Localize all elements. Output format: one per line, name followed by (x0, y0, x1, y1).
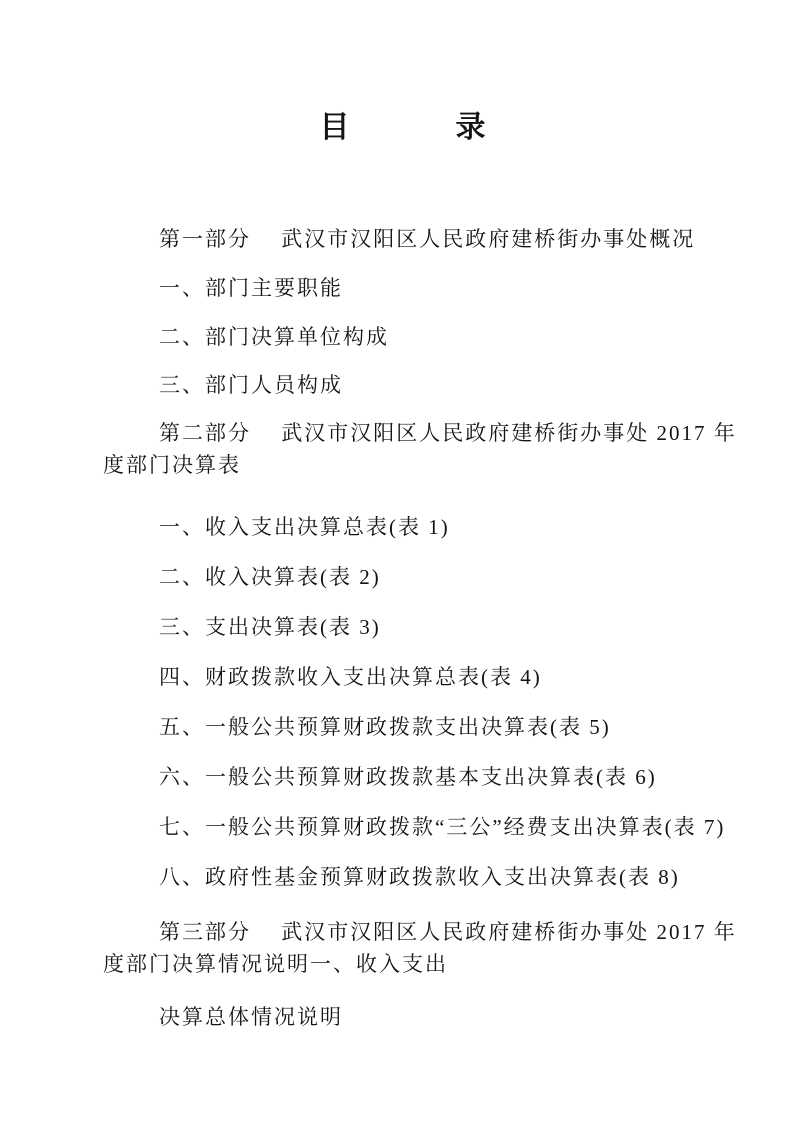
toc-entry-summary-line: 决算总体情况说明 (159, 1005, 343, 1029)
toc-entry-summary (103, 1001, 706, 1033)
toc-entry-table5-line: 五、一般公共预算财政拨款支出决算表(表 5) (159, 715, 611, 739)
toc-entry-part3 (103, 916, 737, 980)
toc-entry-2-line: 二、部门决算单位构成 (159, 325, 389, 349)
toc-entry-part3-line-2: 度部门决算情况说明一、收入支出 (103, 952, 448, 976)
toc-title: 目 录 (319, 111, 490, 144)
toc-entry-table3-line: 三、支出决算表(表 3) (159, 615, 381, 639)
toc-entry-part2 (103, 417, 737, 481)
toc-entry-table7 (103, 811, 726, 843)
toc-entry-part3-line-1: 第三部分 武汉市汉阳区人民政府建桥街办事处 2017 年 (159, 920, 737, 944)
toc-entry-table6 (103, 761, 706, 793)
toc-entry-part2-line-1: 第二部分 武汉市汉阳区人民政府建桥街办事处 2017 年 (159, 421, 737, 445)
toc-entry-table8 (103, 861, 706, 893)
toc-entry-1-line: 一、部门主要职能 (159, 276, 343, 300)
toc-entry-table2-line: 二、收入决算表(表 2) (159, 565, 381, 589)
toc-entry-table8-line: 八、政府性基金预算财政拨款收入支出决算表(表 8) (159, 865, 680, 889)
toc-entry-table3 (103, 611, 706, 643)
toc-entry-3 (103, 369, 706, 401)
toc-entry-table1-line: 一、收入支出决算总表(表 1) (159, 515, 450, 539)
toc-entry-table7-line: 七、一般公共预算财政拨款“三公”经费支出决算表(表 7) (159, 815, 726, 839)
toc-entry-1 (103, 272, 706, 304)
toc-entry-2 (103, 321, 706, 353)
toc-entry-table4 (103, 661, 706, 693)
toc-entry-table6-line: 六、一般公共预算财政拨款基本支出决算表(表 6) (159, 765, 657, 789)
toc-entry-3-line: 三、部门人员构成 (159, 373, 343, 397)
toc-entry-part2-line-2: 度部门决算表 (103, 453, 241, 477)
toc-entry-table1 (103, 511, 706, 543)
toc-entry-table5 (103, 711, 706, 743)
toc-entry-part1-line: 第一部分 武汉市汉阳区人民政府建桥街办事处概况 (159, 227, 696, 251)
toc-entry-part1 (103, 223, 706, 255)
toc-entry-table4-line: 四、财政拨款收入支出决算总表(表 4) (159, 665, 542, 689)
toc-entry-table2 (103, 561, 706, 593)
